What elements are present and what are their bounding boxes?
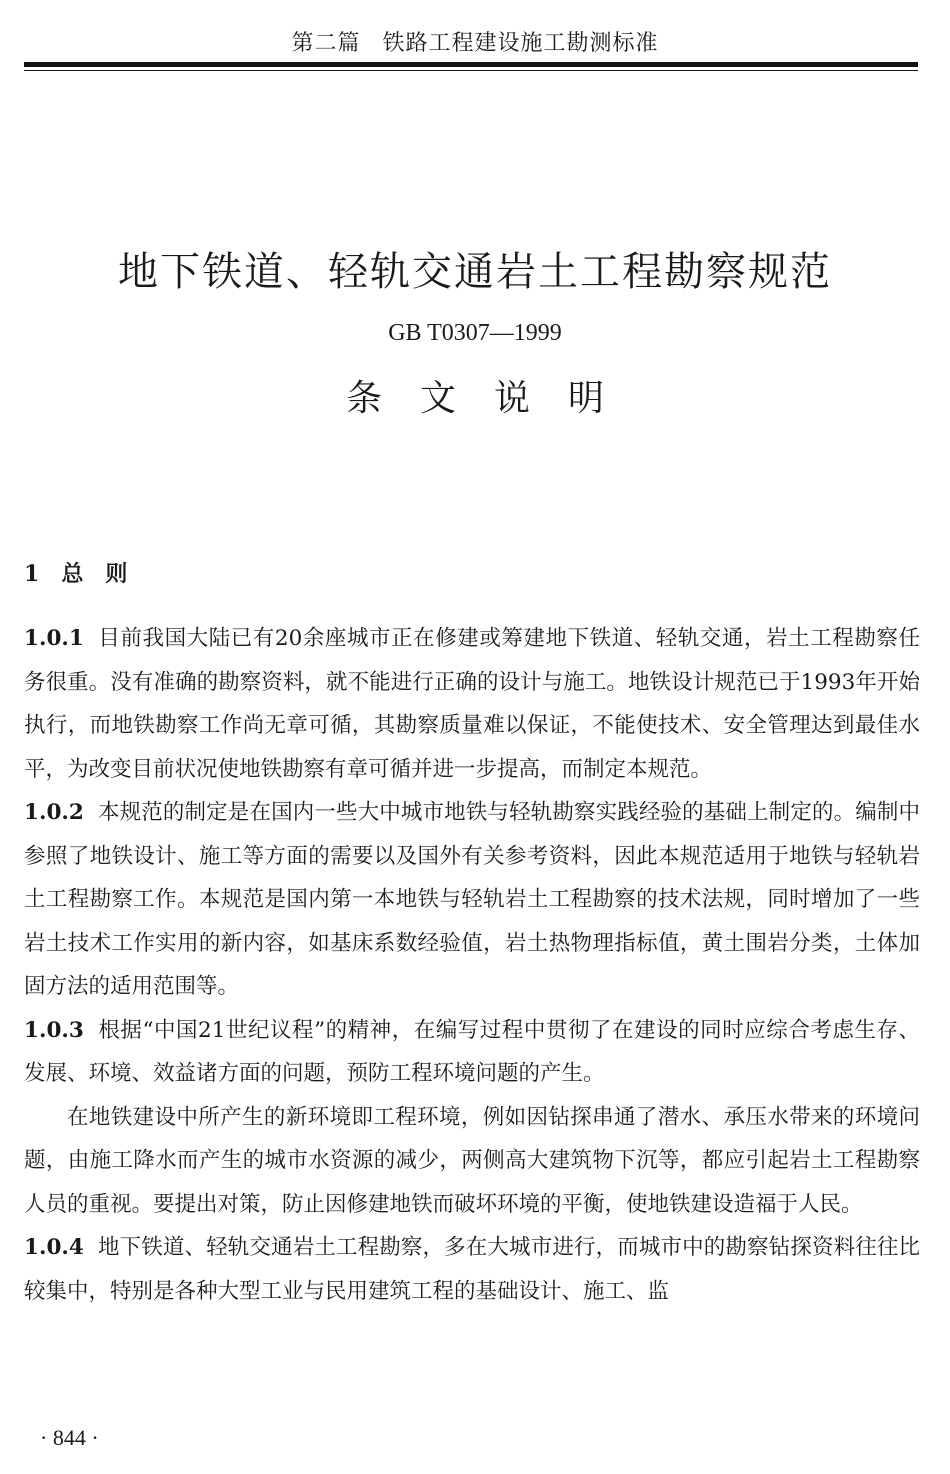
paragraph-text: 本规范的制定是在国内一些大中城市地铁与轻轨勘察实践经验的基础上制定的。编制中参照了地铁设计、施工等方面的需要以及国外有关参考资料，因此本规范适用于地铁与轻轨岩土工程勘察工作。本规范是国内第一本地铁与轻轨岩土工程勘察的技术法规，同时增加了一些岩土技术工作实用的新内容，如基床系数经验值，岩土热物理指标值，黄土围岩分类，土体加固方法的适用范围等。 bbox=[24, 800, 920, 999]
paragraph-1-0-3-continued bbox=[24, 1096, 920, 1227]
section-title: 总则 bbox=[61, 561, 150, 587]
document-subtitle: 条文说明 bbox=[345, 378, 642, 419]
paragraph-text: 根据“中国21世纪议程”的精神，在编写过程中贯彻了在建设的同时应综合考虑生存、发展、环境、效益诸方面的问题，预防工程环境问题的产生。 bbox=[24, 1017, 920, 1086]
clause-number: 1.0.1 bbox=[24, 626, 84, 651]
section-heading bbox=[24, 557, 149, 588]
page-number: · 844 · bbox=[40, 1425, 99, 1450]
paragraph-text: 在地铁建设中所产生的新环境即工程环境，例如因钻探串通了潜水、承压水带来的环境问题，由施工降水而产生的城市水资源的减少，两侧高大建筑物下沉等，都应引起岩土工程勘察人员的重视。要提出对策，防止因修建地铁而破坏环境的平衡，使地铁建设造福于人民。 bbox=[24, 1104, 920, 1217]
running-header-title: 铁路工程建设施工勘测标准 bbox=[382, 31, 659, 56]
header-rule-thick bbox=[24, 62, 918, 67]
running-header bbox=[0, 26, 950, 57]
clause-number: 1.0.4 bbox=[24, 1235, 84, 1260]
clause-number: 1.0.3 bbox=[24, 1017, 84, 1043]
paragraph-1-0-2 bbox=[24, 791, 920, 1009]
paragraph-text: 地下铁道、轻轨交通岩土工程勘察，多在大城市进行，而城市中的勘察钻探资料往往比较集中，特别是各种大型工业与民用建筑工程的基础设计、施工、监 bbox=[24, 1235, 920, 1304]
paragraph-1-0-1 bbox=[24, 617, 920, 791]
clause-number: 1.0.2 bbox=[24, 800, 84, 825]
body-text bbox=[24, 617, 920, 1313]
document-title: 地下铁道、轻轨交通岩土工程勘察规范 bbox=[118, 249, 832, 295]
section-number: 1 bbox=[24, 561, 40, 587]
header-rule-thin bbox=[24, 70, 918, 71]
paragraph-1-0-3 bbox=[24, 1009, 920, 1096]
paragraph-text: 目前我国大陆已有20余座城市正在修建或筹建地下铁道、轻轨交通，岩土工程勘察任务很重。没有准确的勘察资料，就不能进行正确的设计与施工。地铁设计规范已于1993年开始执行，而地铁勘察工作尚无章可循，其勘察质量难以保证，不能使技术、安全管理达到最佳水平，为改变目前状况使地铁勘察有章可循并进一步提高，而制定本规范。 bbox=[24, 626, 920, 782]
running-header-part: 第二篇 bbox=[291, 31, 361, 56]
paragraph-1-0-4 bbox=[24, 1226, 920, 1313]
document-code: GB T0307—1999 bbox=[388, 320, 562, 346]
